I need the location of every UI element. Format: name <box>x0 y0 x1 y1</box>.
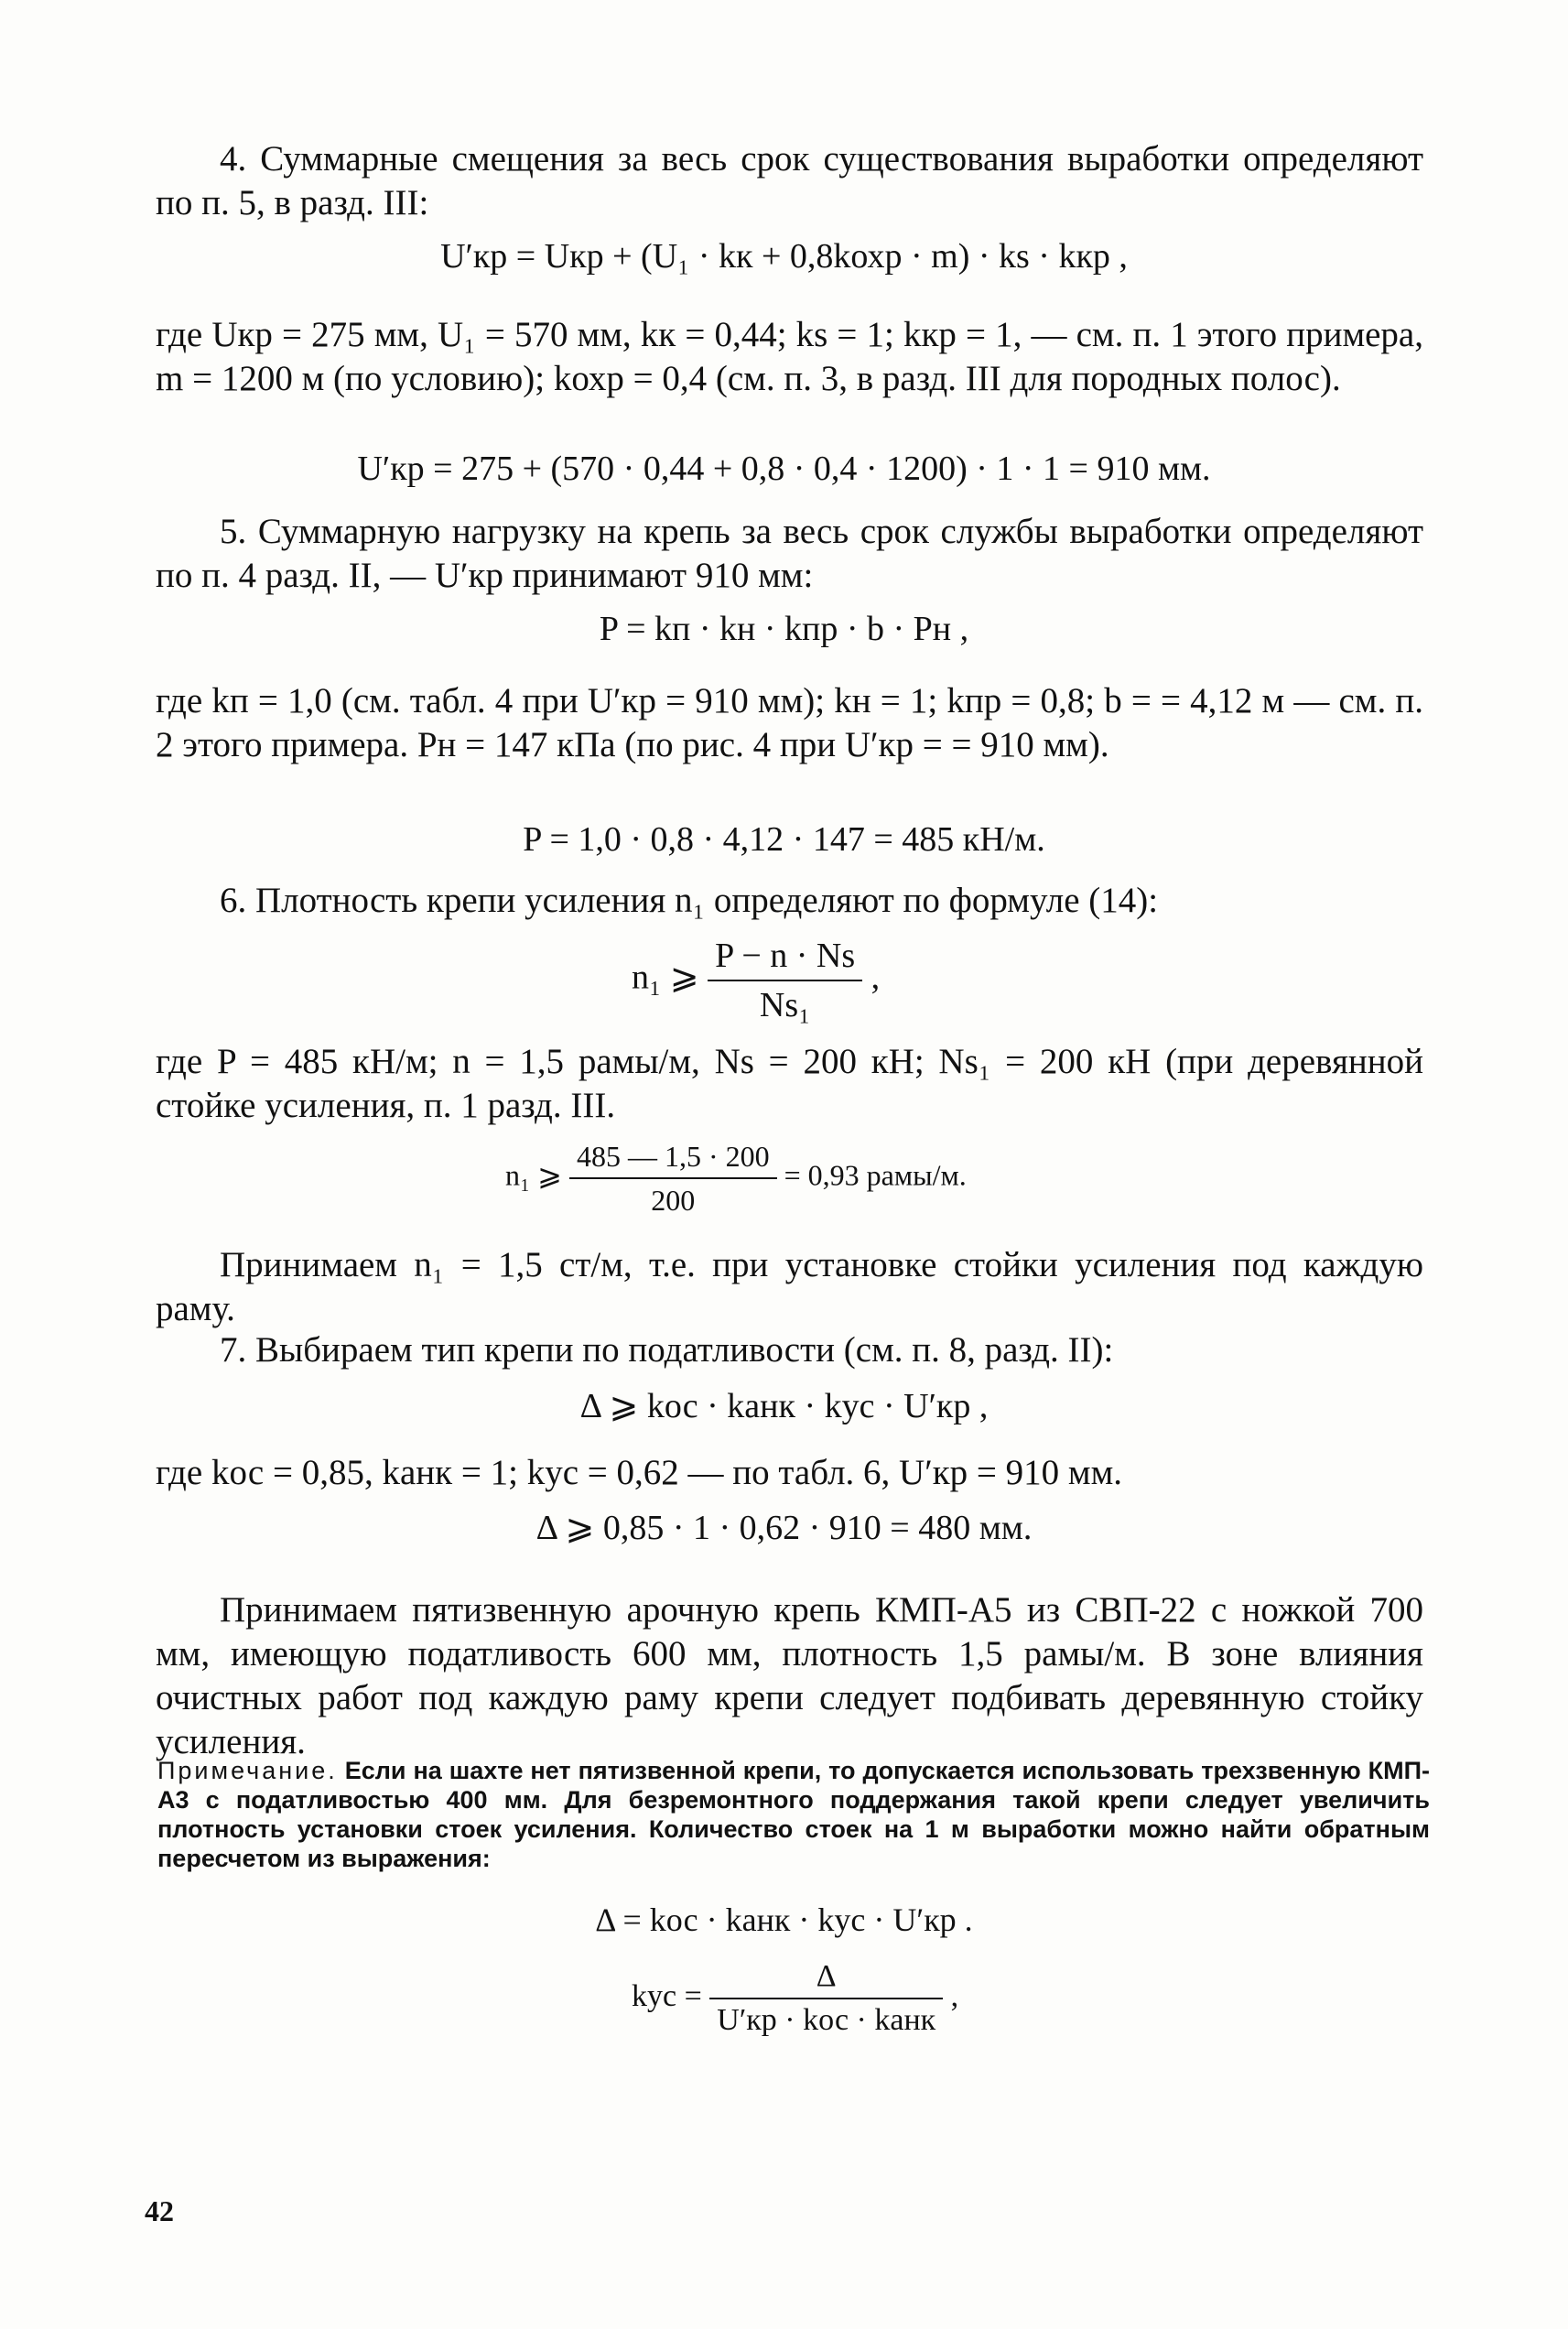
item6-where: где P = 485 кН/м; n = 1,5 рамы/м, Ns = 200 кН; Ns₁ = 200 кН (при деревянной стойке усиления, п. 1 разд. III. <box>156 1042 1423 1125</box>
item6-formula <box>632 932 880 1029</box>
item5-where: где kп = 1,0 (см. табл. 4 при U′кр = 910 мм); kн = 1; kпр = 0,8; b = = 4,12 м — см. п. 2 этого примера. Pн = 147 кПа (по рис. 4 при U′кр = = 910 мм). <box>156 681 1423 764</box>
item6-fraction-numerator: P − n · Ns <box>708 932 862 981</box>
item4-where: где Uкр = 275 мм, U₁ = 570 мм, kк = 0,44; ks = 1; kкр = 1, — см. п. 1 этого примера, m = 1200 м (по условию); kохр = 0,4 (см. п. 3, в разд. III для породных полос). <box>156 315 1423 398</box>
note-formula1: Δ = kос · kанк · kус · U′кр . <box>595 1901 973 1938</box>
item4-text: 4. Суммарные смещения за весь срок существования выработки определяют по п. 5, в разд. III: <box>156 139 1423 222</box>
page-number: 42 <box>145 2194 174 2227</box>
item6-formula-tail: , <box>871 958 881 997</box>
note-formula2-fraction <box>709 1955 943 2042</box>
item6-fraction <box>708 932 862 1029</box>
item7-where: где kос = 0,85, kанк = 1; kус = 0,62 — по табл. 6, U′кр = 910 мм. <box>156 1453 1123 1492</box>
note-label: Примечание. <box>157 1757 338 1784</box>
note-formula2-denominator: U′кр · kос · kанк <box>717 2003 936 2037</box>
note-formula2-numerator: Δ <box>709 1955 943 1999</box>
item7-calc: Δ ⩾ 0,85 · 1 · 0,62 · 910 = 480 мм. <box>535 1509 1033 1547</box>
item5-calc: P = 1,0 · 0,8 · 4,12 · 147 = 485 кН/м. <box>523 820 1045 859</box>
item6-formula-lhs: n₁ ⩾ <box>632 958 699 997</box>
note-formula2-tail: , <box>950 1978 959 2013</box>
item4-calc: U′кр = 275 + (570 · 0,44 + 0,8 · 0,4 · 1200) · 1 · 1 = 910 мм. <box>357 450 1211 488</box>
item6-calc-numerator: 485 — 1,5 · 200 <box>569 1135 777 1179</box>
note-text: Если на шахте нет пятизвенной крепи, то допускается использовать трехзвенную КМП-А3 с податливостью 400 мм. Для безремонтного поддержания такой крепи следует увеличить плотность установки стоек усиления. Количество стоек на 1 м выработки можно найти обратным пересчетом из выражения: <box>157 1757 1430 1872</box>
item4-formula: U′кр = Uкр + (U₁ · kк + 0,8kохр · m) · ks · kкр , <box>440 237 1128 276</box>
item6-calc-denominator: 200 <box>651 1184 696 1217</box>
item7-formula: Δ ⩾ kос · kанк · kус · U′кр , <box>579 1387 989 1425</box>
note-formula2 <box>632 1955 958 2042</box>
item5-text: 5. Суммарную нагрузку на крепь за весь срок службы выработки определяют по п. 4 разд. II, — U′кр принимают 910 мм: <box>156 512 1423 595</box>
item6-fraction-denominator: Ns₁ <box>759 986 811 1024</box>
item6-accept: Принимаем n₁ = 1,5 ст/м, т.е. при установке стойки усиления под каждую раму. <box>156 1245 1423 1328</box>
item7-text: 7. Выбираем тип крепи по податливости (см. п. 8, разд. II): <box>220 1330 1114 1370</box>
note-block <box>157 1756 1430 1873</box>
item7-conclusion: Принимаем пятизвенную арочную крепь КМП-А5 из СВП-22 с ножкой 700 мм, имеющую податливость 600 мм, плотность 1,5 рамы/м. В зоне влияния очистных работ под каждую раму крепи следует подбивать деревянную стойку усиления. <box>156 1590 1423 1761</box>
item6-calc <box>505 1135 967 1221</box>
item5-formula: P = kп · kн · kпр · b · Pн , <box>599 610 969 648</box>
item6-calc-rhs: = 0,93 рамы/м. <box>784 1158 967 1192</box>
item6-calc-fraction <box>569 1135 777 1221</box>
item6-text: 6. Плотность крепи усиления n₁ определяют по формуле (14): <box>220 881 1159 920</box>
item6-calc-lhs: n₁ ⩾ <box>505 1158 562 1192</box>
note-formula2-lhs: kус = <box>632 1978 702 2013</box>
